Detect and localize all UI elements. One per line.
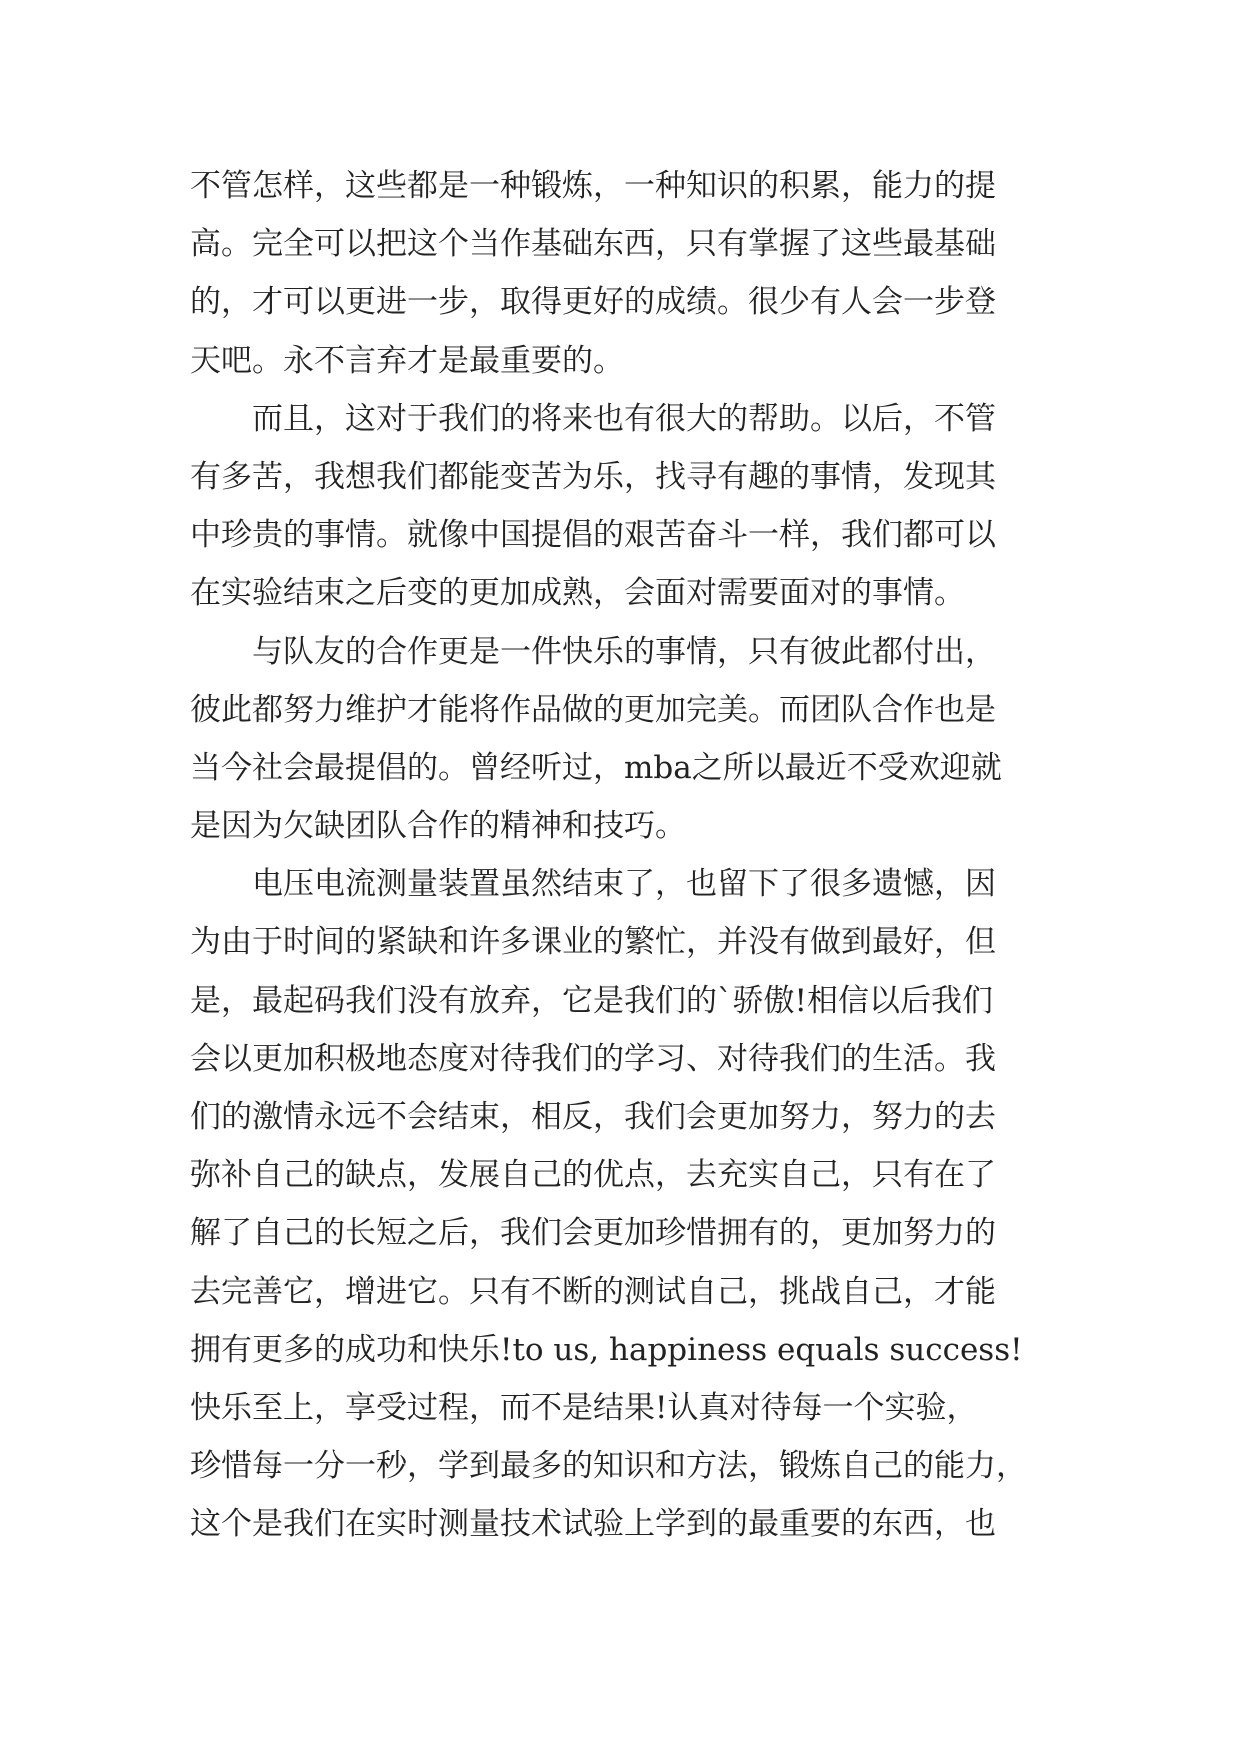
text-line: 电压电流测量装置虽然结束了，也留下了很多遗憾，因: [190, 866, 996, 903]
text-line: 天吧。永不言弃才是最重要的。: [190, 342, 624, 379]
text-line: 中珍贵的事情。就像中国提倡的艰苦奋斗一样，我们都可以: [190, 517, 996, 554]
text-line: 去完善它，增进它。只有不断的测试自己，挑战自己，才能: [190, 1273, 996, 1310]
text-line: 解了自己的长短之后，我们会更加珍惜拥有的，更加努力的: [190, 1215, 996, 1252]
text-line: 们的激情永远不会结束，相反，我们会更加努力，努力的去: [190, 1099, 996, 1135]
text-line: 是因为欠缺团队合作的精神和技巧。: [190, 808, 686, 845]
text-line: 当今社会最提倡的。曾经听过，mba之所以最近不受欢迎就: [190, 749, 1002, 786]
text-line: 这个是我们在实时测量技术试验上学到的最重要的东西，也: [190, 1506, 996, 1543]
text-line: 弥补自己的缺点，发展自己的优点，去充实自己，只有在了: [190, 1157, 996, 1194]
text-line: 珍惜每一分一秒，学到最多的知识和方法，锻炼自己的能力，: [190, 1448, 1027, 1485]
text-line: 的，才可以更进一步，取得更好的成绩。很少有人会一步登: [190, 284, 996, 321]
text-line: 彼此都努力维护才能将作品做的更加完美。而团队合作也是: [190, 691, 996, 728]
text-line: 而且，这对于我们的将来也有很大的帮助。以后，不管: [190, 400, 996, 437]
text-line: 拥有更多的成功和快乐!to us, happiness equals success!: [190, 1331, 1023, 1368]
text-line: 为由于时间的紧缺和许多课业的繁忙，并没有做到最好，但: [190, 924, 996, 961]
text-line: 与队友的合作更是一件快乐的事情，只有彼此都付出，: [190, 633, 996, 670]
text-line: 是，最起码我们没有放弃，它是我们的`骄傲!相信以后我们: [190, 982, 993, 1019]
text-line: 不管怎样，这些都是一种锻炼，一种知识的积累，能力的提: [190, 168, 996, 204]
text-line: 会以更加积极地态度对待我们的学习、对待我们的生活。我: [190, 1040, 996, 1077]
body-text: [190, 157, 1070, 1554]
text-line: 高。完全可以把这个当作基础东西，只有掌握了这些最基础: [190, 226, 996, 263]
text-line: 有多苦，我想我们都能变苦为乐，找寻有趣的事情，发现其: [190, 458, 996, 495]
text-line: 在实验结束之后变的更加成熟，会面对需要面对的事情。: [190, 575, 965, 612]
text-line: 快乐至上，享受过程，而不是结果!认真对待每一个实验，: [190, 1389, 978, 1426]
